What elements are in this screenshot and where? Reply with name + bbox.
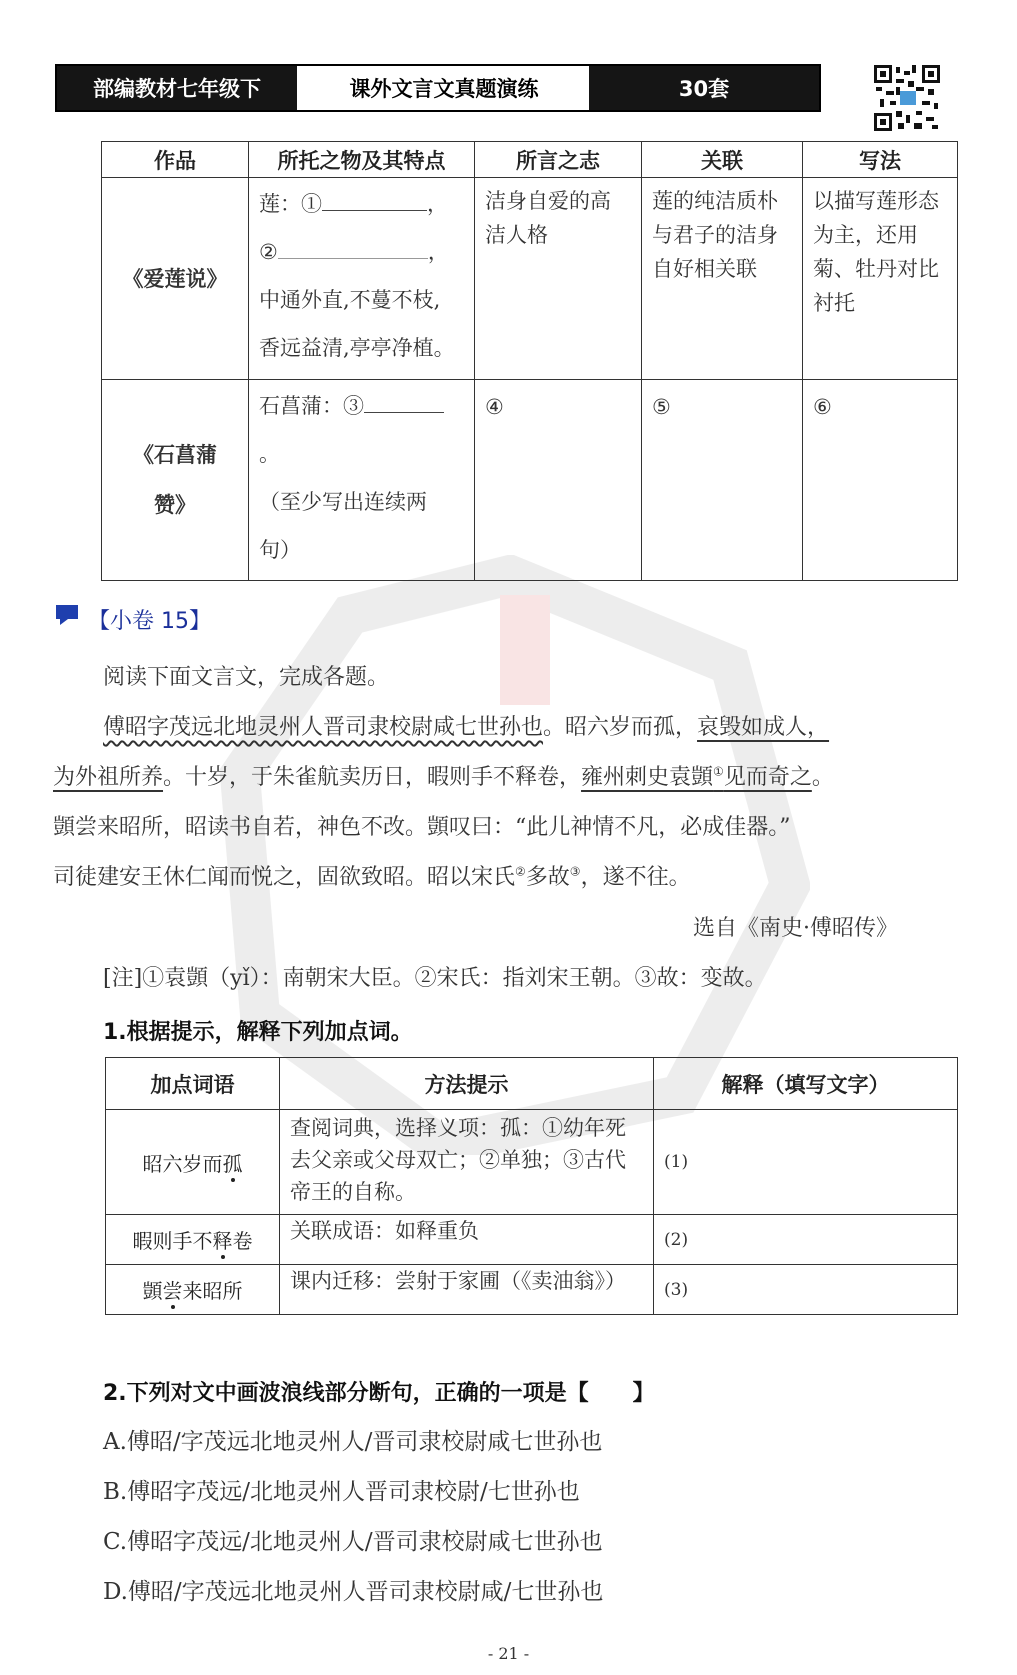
- q1-word-3-dot: 尝: [162, 1279, 183, 1303]
- object2-line3: 句）: [259, 538, 301, 562]
- passage-line-1: [103, 710, 829, 741]
- method-blank-6[interactable]: ⑥: [813, 395, 832, 419]
- link-text: 莲的纯洁质朴与君子的洁身自好相关联: [652, 189, 778, 281]
- method-cell: [803, 178, 958, 380]
- th-aim: 所言之志: [475, 142, 642, 178]
- q1-answer-3[interactable]: (3): [664, 1279, 689, 1300]
- object2-line1: 石菖蒲：③: [259, 394, 364, 418]
- aim-cell-2: [475, 380, 642, 581]
- link-cell: [642, 178, 803, 380]
- footnote-ref-3: ③: [569, 864, 581, 879]
- section-title: 【小卷 15】: [88, 609, 211, 634]
- q1-word-2: [106, 1215, 280, 1265]
- page-number: - 21 -: [487, 1644, 530, 1663]
- object-cell-2: [249, 380, 475, 581]
- work-shichangpu-b: 赞》: [154, 493, 196, 517]
- source: 选自《南史·傅昭传》: [693, 916, 898, 941]
- object-line2: ②: [259, 240, 278, 264]
- object2-line2: （至少写出连续两: [259, 490, 427, 514]
- instruction: 阅读下面文言文，完成各题。: [103, 665, 390, 690]
- blank-1[interactable]: [322, 188, 427, 211]
- q1-word-1-dot: 孤: [222, 1151, 243, 1176]
- q1-th-answer: 解释（填写文字）: [654, 1058, 958, 1110]
- object-line1: 莲：①: [259, 192, 322, 216]
- q1-word-3-post: 来昭所: [182, 1279, 243, 1303]
- q1-hint-1-cell: [280, 1110, 654, 1215]
- q1-hint-3-cell: [280, 1265, 654, 1315]
- note: [注]①袁顗（yǐ）：南朝宋大臣。②宋氏：指刘宋王朝。③故：变故。: [103, 966, 767, 991]
- q1-word-3-pre: 顗: [142, 1279, 163, 1303]
- object-line2-suffix: ，: [427, 240, 449, 264]
- q2-title: 2.下列对文中画波浪线部分断句，正确的一项是【 】: [103, 1381, 655, 1406]
- object-line3: 中通外直,不蔓不枝,: [259, 288, 441, 312]
- method-text: 以描写莲形态为主，还用菊、牡丹对比衬托: [813, 189, 939, 315]
- q1-ans-1-cell: [654, 1110, 958, 1215]
- comparison-table: [101, 141, 958, 581]
- q1-hint-2: 关联成语：如释重负: [290, 1219, 479, 1243]
- q1-ans-2-cell: [654, 1215, 958, 1265]
- th-link: 关联: [642, 142, 803, 178]
- q1-hint-2-cell: [280, 1215, 654, 1265]
- q2-option-a[interactable]: A.傅昭/字茂远北地灵州人/晋司隶校尉咸七世孙也: [103, 1429, 603, 1455]
- underlined-3b: 见而奇之: [723, 765, 812, 790]
- aim-cell: [475, 178, 642, 380]
- q2-option-c[interactable]: C.傅昭字茂远/北地灵州人/晋司隶校尉咸七世孙也: [103, 1529, 603, 1555]
- work-cell-2: [102, 380, 249, 581]
- footnote-ref-1: ①: [713, 764, 724, 779]
- header-grade: 部编教材七年级下: [57, 66, 299, 110]
- header-bar: [55, 64, 821, 112]
- passage-line-3: 顗尝来昭所，昭读书自若，神色不改。顗叹曰：“此儿神情不凡，必成佳器。”: [53, 815, 791, 840]
- passage-l2-mid: 。十岁，于朱雀航卖历日，暇则手不释卷，: [163, 765, 582, 790]
- passage-l4c: ，遂不往。: [580, 865, 691, 890]
- q1-ans-3-cell: [654, 1265, 958, 1315]
- blank-3[interactable]: [364, 390, 444, 413]
- q1-hint-3: 课内迁移：尝射于家圃（《卖油翁》）: [290, 1269, 626, 1293]
- passage-l4b: 多故: [525, 865, 570, 890]
- q1-word-1-pre: 昭六岁而: [142, 1151, 223, 1176]
- q2-option-b[interactable]: B.傅昭字茂远/北地灵州人晋司隶校尉/七世孙也: [103, 1479, 580, 1505]
- underlined-2: 为外祖所养: [53, 765, 164, 790]
- qr-code-icon: [872, 63, 942, 133]
- method-cell-2: [803, 380, 958, 581]
- work-shichangpu-a: 《石菖蒲: [133, 443, 217, 467]
- section-flag-icon: [54, 603, 82, 627]
- q1-answer-1[interactable]: (1): [664, 1152, 689, 1172]
- object2-line1-suffix: 。: [259, 442, 280, 466]
- passage-line-2: [53, 760, 834, 791]
- q1-word-2-dot: 释: [212, 1229, 233, 1253]
- passage-l1-mid: 。昭六岁而孤，: [543, 715, 698, 740]
- passage-l2-end: 。: [811, 765, 834, 790]
- header-count: 30套: [589, 66, 819, 110]
- q1-word-1: [106, 1110, 280, 1215]
- q1-th-word: 加点词语: [106, 1058, 280, 1110]
- object-line1-suffix: ，: [427, 192, 448, 216]
- q1-title: 1.根据提示，解释下列加点词。: [103, 1020, 413, 1045]
- th-object: 所托之物及其特点: [249, 142, 475, 178]
- q1-hint-1: 查阅词典，选择义项：孤：①幼年死去父亲或父母双亡；②单独；③古代帝王的自称。: [290, 1116, 626, 1204]
- th-method: 写法: [803, 142, 958, 178]
- aim-text: 洁身自爱的高洁人格: [485, 189, 611, 247]
- passage-line-4: [53, 860, 691, 891]
- q1-word-3: [106, 1265, 280, 1315]
- q1-table: [105, 1057, 958, 1315]
- work-ailian: 《爱莲说》: [122, 266, 228, 291]
- object-cell: [249, 178, 475, 380]
- q2-option-d[interactable]: D.傅昭/字茂远北地灵州人晋司隶校尉咸/七世孙也: [103, 1579, 604, 1605]
- passage-l4a: 司徒建安王休仁闻而悦之，固欲致昭。昭以宋氏: [53, 865, 516, 890]
- q1-word-2-post: 卷: [232, 1229, 253, 1253]
- blank-2[interactable]: [278, 236, 428, 259]
- q1-word-2-pre: 暇则手不: [132, 1229, 213, 1253]
- wavy-sentence: 傅昭字茂远北地灵州人晋司隶校尉咸七世孙也: [103, 715, 544, 740]
- underlined-3: [581, 765, 812, 790]
- header-title: 课外文言文真题演练: [299, 66, 589, 110]
- link-cell-2: [642, 380, 803, 581]
- underlined-3a: 雍州刺史袁顗: [581, 765, 714, 790]
- q1-th-hint: 方法提示: [280, 1058, 654, 1110]
- th-work: 作品: [102, 142, 249, 178]
- footnote-ref-2: ②: [515, 864, 526, 879]
- work-cell: [102, 178, 249, 380]
- link-blank-5[interactable]: ⑤: [652, 395, 671, 419]
- object-line4: 香远益清,亭亭净植。: [259, 336, 455, 360]
- underlined-1: 哀毁如成人，: [697, 715, 830, 740]
- aim-blank-4[interactable]: ④: [485, 395, 504, 419]
- q1-answer-2[interactable]: (2): [664, 1229, 689, 1250]
